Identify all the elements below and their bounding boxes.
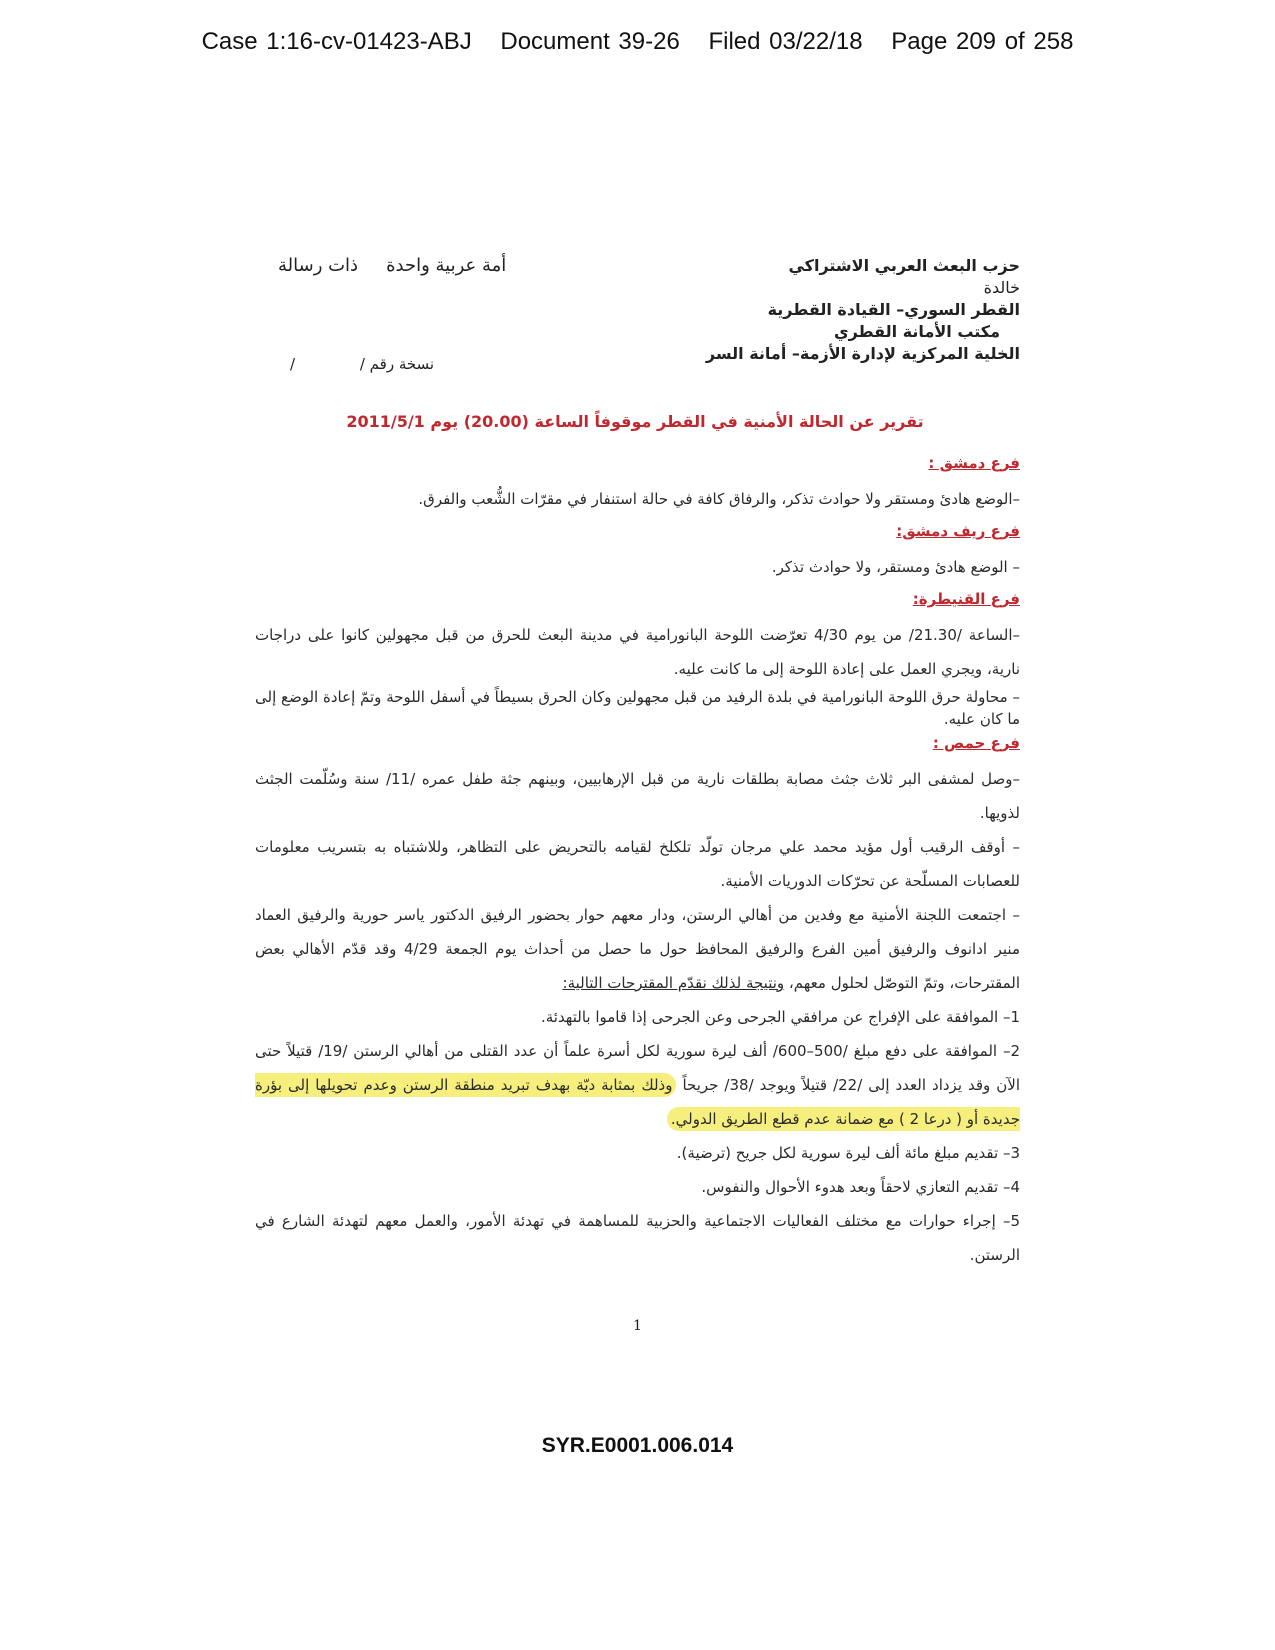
proposal-item-5: 5– إجراء حوارات مع مختلف الفعاليات الاجتماعية والحزبية للمساهمة في تهدئة الأمور، والعمل معهم لتهدئة الشارع في الرستن. [255, 1212, 1020, 1264]
branch-heading-homs: فرع حمص : [932, 734, 1020, 752]
copy-number-slash: / [290, 355, 296, 373]
homs-paragraph-1: –وصل لمشفى البر ثلاث جثث مصابة بطلقات نارية من قبل الإرهابيين، وبينهم جثة طفل عمره /11/ سنة وسُلّمت الجثث لذويها. [255, 770, 1020, 822]
secretariat-office: مكتب الأمانة القطري [833, 322, 1000, 341]
bates-number: SYR.E0001.006.014 [541, 1434, 734, 1457]
slogan-part-2: ذات رسالة [278, 255, 359, 276]
branch-heading-quneitra: فرع القنيطرة: [912, 590, 1020, 608]
proposal-item-2-text: 2– الموافقة على دفع مبلغ /500–600/ ألف ليرة سورية لكل أسرة علماً أن عدد القتلى من أهالي الرستن /19/ قتيلاً حتى الآن وقد يزداد العدد إلى /22/ قتيلاً ويوجد /38/ جريحاً [255, 1042, 1020, 1094]
letterhead [250, 255, 1020, 395]
proposal-item-1: 1– الموافقة على الإفراج عن مرافقي الجرحى وعن الجرحى إذا قاموا بالتهدئة. [540, 1008, 1020, 1026]
case-number: Case 1:16-cv-01423-ABJ [201, 28, 472, 55]
filed-date: Filed 03/22/18 [708, 28, 863, 55]
letterhead-org-block [705, 255, 1020, 365]
crisis-cell: الخلية المركزية لإدارة الأزمة– أمانة السر [705, 344, 1020, 363]
proposal-item-4: 4– تقديم التعازي لاحقاً وبعد هدوء الأحوال والنفوس. [701, 1178, 1020, 1196]
quneitra-paragraph-1: –الساعة /21.30/ من يوم 4/30 تعرّضت اللوحة البانورامية في مدينة البعث للحرق من قبل مجهولين كانوا على دراجات نارية، ويجري العمل على إعادة اللوحة إلى ما كانت عليه. [255, 626, 1020, 678]
slogan-part-1: أمة عربية واحدة [386, 255, 507, 276]
quneitra-paragraph-2: – محاولة حرق اللوحة البانورامية في بلدة الرفيد من قبل مجهولين وكان الحرق بسيطاً في أسفل اللوحة وتمّ إعادة الوضع إلى ما كان عليه. [255, 688, 1020, 728]
proposal-item-3: 3– تقديم مبلغ مائة ألف ليرة سورية لكل جريح (ترضية). [676, 1144, 1020, 1162]
document-number: Document 39-26 [500, 28, 680, 55]
damascus-paragraph: –الوضع هادئ ومستقر ولا حوادث تذكر، والرفاق كافة في حالة استنفار في مقرّات الشُّعب والفرق. [418, 490, 1020, 508]
branch-heading-damascus: فرع دمشق : [928, 454, 1020, 472]
page-number: 1 [633, 1318, 642, 1334]
homs-meeting-text: – اجتمعت اللجنة الأمنية مع وفدين من أهالي الرستن، ودار معهم حوار بحضور الرفيق الدكتور ياسر حورية والرفيق العماد منير ادانوف والرفيق أمين الفرع والرفيق المحافظ حول ما حصل من أحداث يوم الجمعة 4/29 وقد قدّم الأهالي بعض المقترحات، وتمّ التوصّل لحلول معهم، [255, 906, 1020, 992]
page-count: Page 209 of 258 [891, 28, 1074, 55]
copy-number-label: نسخة رقم / [359, 355, 435, 373]
branch-heading-rif-damascus: فرع ريف دمشق: [896, 522, 1020, 540]
highlighted-text: وذلك بمثابة ديّة بهدف تبريد منطقة الرستن وعدم تحويلها إلى بؤرة جديدة أو ( درعا 2 ) مع ضمانة عدم قطع الطريق الدولي. [255, 1073, 1020, 1131]
copy-number [290, 355, 434, 373]
region-command: القطر السوري– القيادة القطرية [767, 300, 1020, 319]
rif-damascus-paragraph: – الوضع هادئ ومستقر، ولا حوادث تذكر. [771, 558, 1020, 576]
party-name: حزب البعث العربي الاشتراكي [788, 256, 1020, 275]
homs-paragraph-2: – أوقف الرقيب أول مؤيد محمد علي مرجان تولّد تلكلخ لقيامه بالتحريض على التظاهر، وللاشتباه به بتسريب معلومات للعصابات المسلّحة عن تحرّكات الدوريات الأمنية. [255, 838, 1020, 890]
proposals-intro: ونتيجة لذلك نقدّم المقترحات التالية: [562, 974, 785, 992]
proposal-item-2 [255, 1034, 1020, 1136]
report-body [255, 448, 1020, 1272]
homs-paragraph-3 [255, 898, 1020, 1000]
report-title: تقرير عن الحالة الأمنية في القطر موقوفاً الساعة (20.00) يوم 2011/5/1 [346, 412, 924, 431]
party-slogan [250, 255, 506, 276]
party-name-cont: خالدة [983, 278, 1020, 297]
court-filing-header [0, 28, 1275, 56]
